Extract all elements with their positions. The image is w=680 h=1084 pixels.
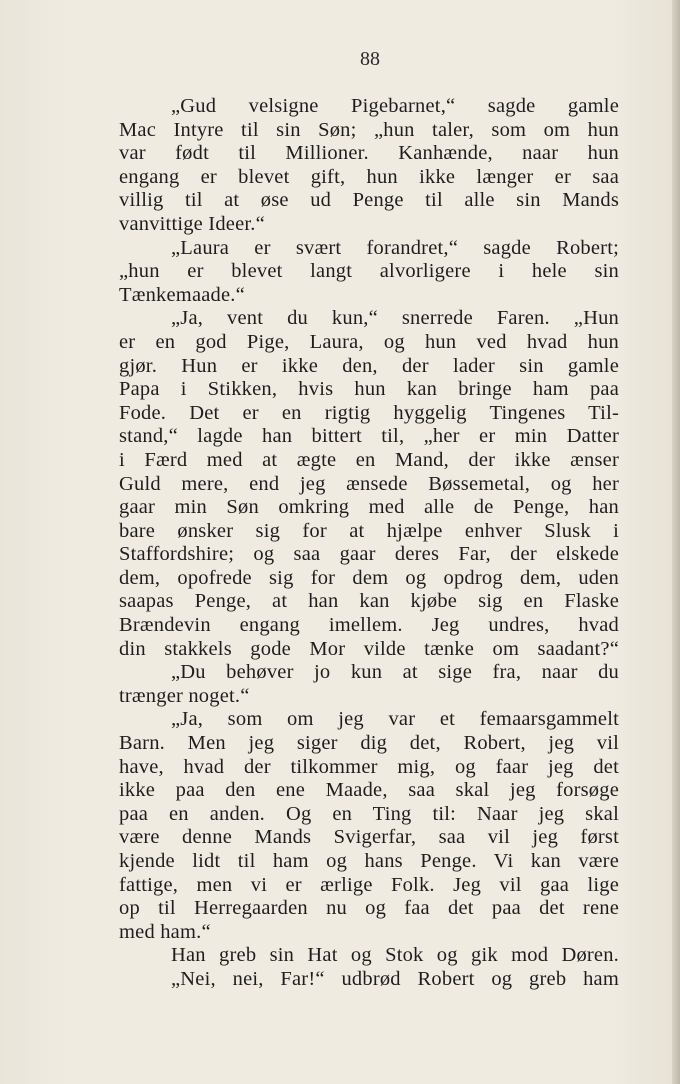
text-line: „hun er blevet langt alvorligere i hele sin [119, 260, 619, 283]
text-line: gjør. Hun er ikke den, der lader sin gamle [119, 354, 619, 377]
text-line: op til Herregaarden nu og faa det paa det rene [119, 897, 619, 920]
text-line: „Laura er svært forandret,“ sagde Robert; [171, 236, 619, 259]
page-edge-shadow [672, 0, 680, 1084]
text-line: „Gud velsigne Pigebarnet,“ sagde gamle [171, 95, 619, 117]
text-line: Brændevin engang imellem. Jeg undres, hvad [119, 614, 619, 637]
text-line: paa en anden. Og en Ting til: Naar jeg skal [119, 802, 619, 825]
text-line: „Du behøver jo kun at sige fra, naar du [171, 661, 619, 684]
text-line: din stakkels gode Mor vilde tænke om saadant?“ [119, 637, 619, 660]
text-line: Staffordshire; og saa gaar deres Far, der elskede [119, 543, 619, 566]
text-line: være denne Mands Svigerfar, saa vil jeg først [119, 826, 619, 849]
text-line: Fode. Det er en rigtig hyggelig Tingenes Til- [119, 401, 619, 424]
text-line: bare ønsker sig for at hjælpe enhver Slusk i [119, 519, 619, 542]
text-line: kjende lidt til ham og hans Penge. Vi kan være [119, 850, 619, 872]
text-line: Barn. Men jeg siger dig det, Robert, jeg vil [119, 732, 619, 755]
text-line: Han greb sin Hat og Stok og gik mod Døren. [171, 944, 619, 967]
text-line: stand,“ lagde han bittert til, „her er min Datter [119, 425, 619, 448]
text-line: gaar min Søn omkring med alle de Penge, han [119, 496, 619, 519]
text-line: dem, opofrede sig for dem og opdrog dem, uden [119, 566, 619, 589]
text-line: „Ja, som om jeg var et femaarsgammelt [171, 708, 619, 731]
text-line: Guld mere, end jeg ænsede Bøssemetal, og her [119, 472, 619, 495]
text-line: med ham.“ [119, 920, 211, 943]
text-line: var født til Millioner. Kanhænde, naar hun [119, 142, 619, 165]
text-line: have, hvad der tilkommer mig, og faar jeg det [119, 755, 619, 778]
text-line: trænger noget.“ [119, 684, 250, 707]
text-line: saapas Penge, at han kan kjøbe sig en Flaske [119, 590, 619, 613]
text-line: „Nei, nei, Far!“ udbrød Robert og greb ham [171, 967, 619, 990]
text-line: engang er blevet gift, hun ikke længer er saa [119, 165, 619, 188]
text-line: Papa i Stikken, hvis hun kan bringe ham paa [119, 378, 619, 401]
text-line: er en god Pige, Laura, og hun ved hvad hun [119, 330, 619, 353]
text-line: ikke paa den ene Maade, saa skal jeg forsøge [119, 779, 619, 802]
text-line: Tænkemaade.“ [119, 283, 245, 306]
text-line: villig til at øse ud Penge til alle sin Mands [119, 189, 619, 212]
text-line: i Færd med at ægte en Mand, der ikke ænser [119, 448, 619, 471]
text-line: „Ja, vent du kun,“ snerrede Faren. „Hun [171, 307, 619, 330]
text-line: fattige, men vi er ærlige Folk. Jeg vil gaa lige [119, 873, 619, 896]
body-text [119, 95, 619, 992]
text-line: vanvittige Ideer.“ [119, 212, 265, 235]
text-line: Mac Intyre til sin Søn; „hun taler, som om hun [119, 118, 619, 141]
page-number: 88 [360, 48, 380, 70]
